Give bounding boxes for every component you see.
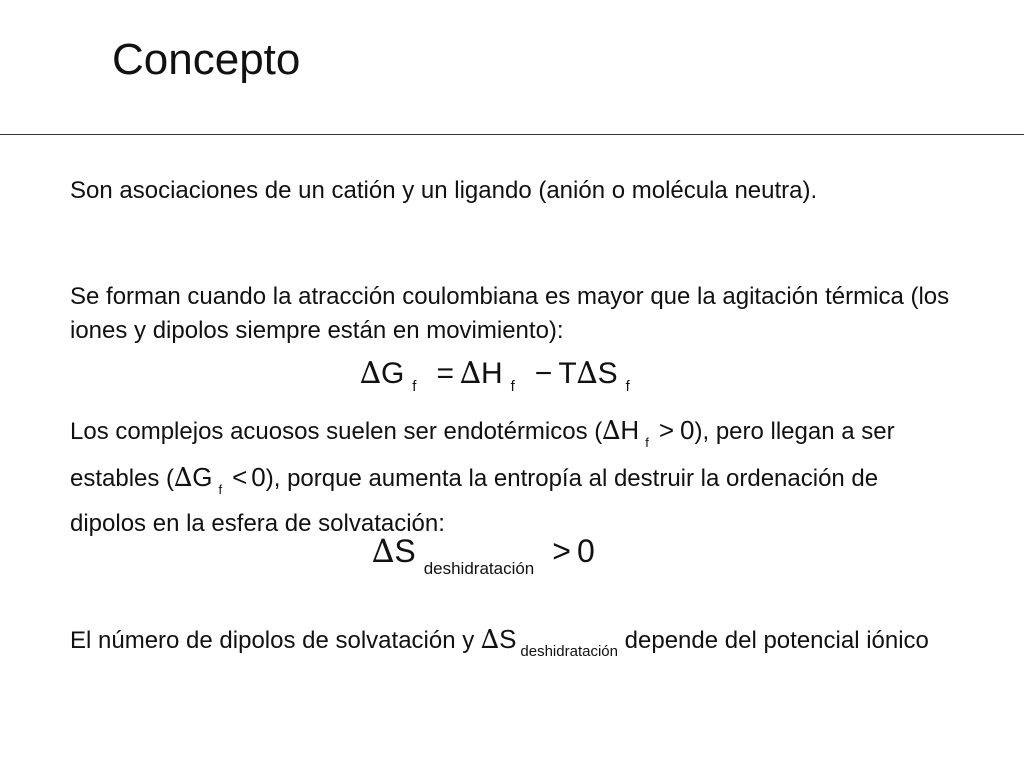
delta-symbol: ∆ — [372, 532, 395, 570]
delta-symbol: ∆ — [602, 416, 621, 446]
eq-var-t: T — [558, 357, 577, 390]
paragraph-dipoles — [70, 622, 960, 669]
paragraph-formation: Se forman cuando la atracción coulombiana es mayor que la agitación térmica (los iones y dipolos siempre están en movimiento): — [70, 283, 950, 344]
paragraph-endothermic — [70, 413, 960, 541]
eq-val: 0 — [576, 533, 595, 569]
para3-text-3: ), porque aumenta la entropía al destruir la ordenación de dipolos en la esfera de solvatación: — [70, 465, 879, 537]
delta-symbol: ∆ — [480, 625, 500, 655]
inline-op: < — [232, 462, 248, 492]
gibbs-equation — [360, 356, 644, 395]
para4-text-1: El número de dipolos de solvatación y — [70, 627, 481, 654]
para3-text-2: ), pero llegan a ser estables ( — [70, 418, 895, 492]
paragraph-definition: Son asociaciones de un catión y un ligando (anión o molécula neutra). — [70, 177, 818, 204]
eq-greater: > — [552, 533, 571, 569]
eq-var-g: G — [380, 357, 405, 390]
inline-math-entropy — [480, 624, 618, 660]
eq-var-s: S — [597, 357, 618, 390]
entropy-equation — [372, 532, 595, 579]
eq-equals: = — [436, 357, 454, 390]
delta-symbol: ∆ — [174, 463, 193, 493]
eq-sub-deshidratacion: deshidratación — [423, 559, 535, 578]
eq-sub-f: f — [412, 378, 417, 395]
inline-var: H — [620, 415, 640, 445]
delta-symbol: ∆ — [460, 356, 481, 391]
inline-val: 0 — [680, 415, 695, 445]
title-divider — [0, 134, 1024, 135]
para4-text-2: depende del potencial iónico — [617, 627, 929, 654]
inline-math-enthalpy — [602, 415, 695, 450]
inline-math-gibbs — [174, 462, 266, 497]
slide-title: Concepto — [112, 35, 301, 84]
delta-symbol: ∆ — [576, 356, 598, 391]
delta-symbol: ∆ — [360, 356, 381, 391]
para3-text-1: Los complejos acuosos suelen ser endotérmicos ( — [70, 418, 603, 445]
eq-var-s: S — [394, 533, 416, 569]
inline-sub: f — [645, 435, 649, 450]
inline-op: > — [658, 415, 675, 445]
eq-sub-f: f — [510, 378, 515, 395]
inline-var: G — [192, 462, 213, 492]
eq-var-h: H — [480, 357, 503, 390]
eq-sub-f: f — [625, 378, 630, 395]
inline-var: S — [499, 624, 517, 654]
eq-minus: − — [534, 357, 553, 390]
inline-sub: deshidratación — [520, 643, 618, 660]
inline-val: 0 — [251, 462, 266, 492]
inline-sub: f — [218, 482, 223, 497]
